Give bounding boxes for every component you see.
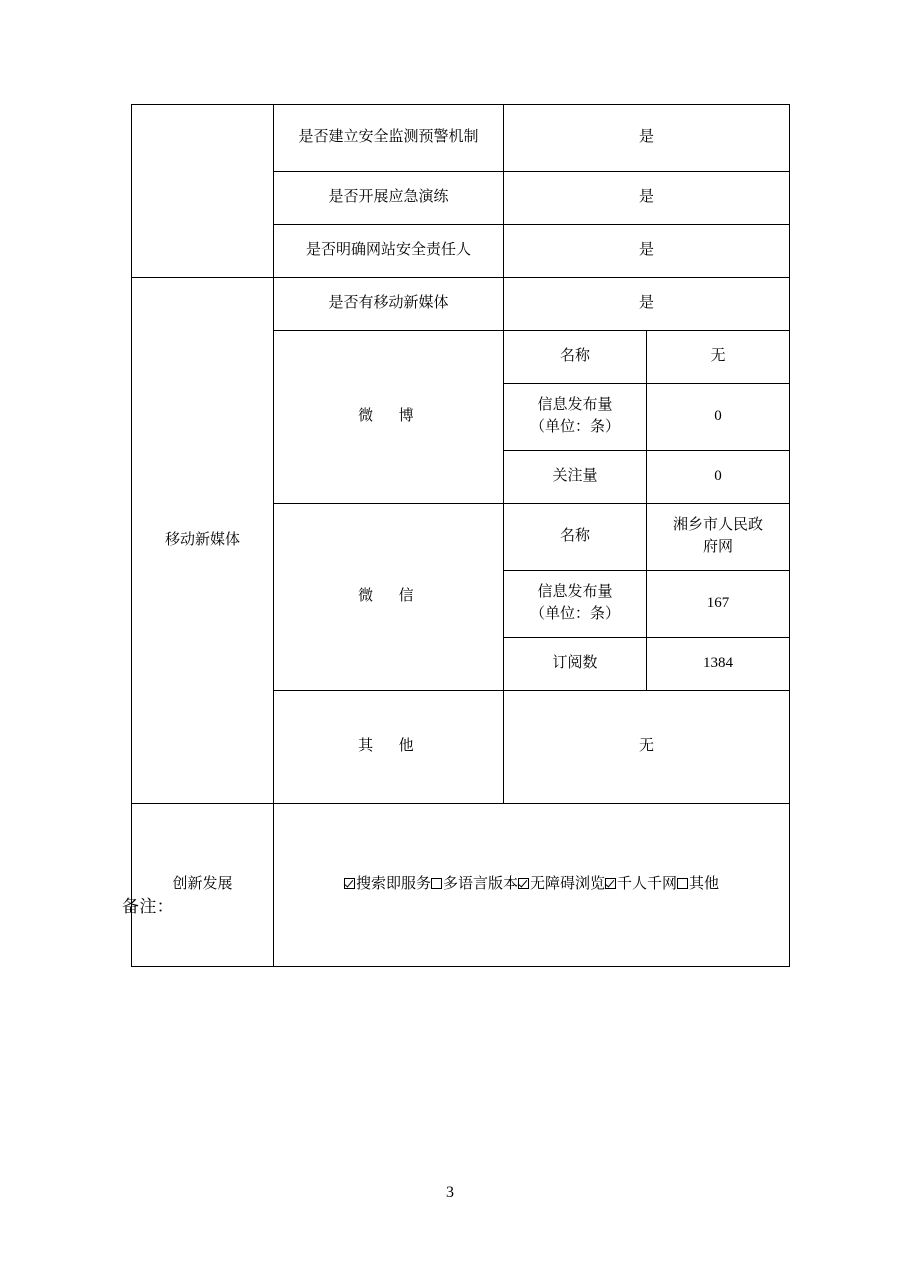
security-label-2: 是否明确网站安全责任人	[274, 225, 504, 278]
weixin-key-2: 订阅数	[504, 638, 647, 691]
weibo-key-1-line1: 信息发布量	[537, 397, 613, 414]
security-label-1: 是否开展应急演练	[274, 172, 504, 225]
security-label-0: 是否建立安全监测预警机制	[274, 105, 504, 172]
security-section-cell	[132, 105, 274, 278]
option-other[interactable]	[677, 876, 719, 892]
checkbox-icon[interactable]	[431, 878, 442, 889]
option-label-4: 其他	[689, 876, 720, 893]
other-media-value: 无	[504, 691, 790, 804]
weixin-key-1	[504, 571, 647, 638]
weixin-value-0-line1: 湘乡市人民政	[673, 517, 764, 534]
table-row	[132, 804, 790, 967]
table-row	[132, 278, 790, 331]
has-new-media-value: 是	[504, 278, 790, 331]
weibo-key-1	[504, 384, 647, 451]
remark-label: 备注：	[122, 897, 175, 916]
other-media-label: 其 他	[274, 691, 504, 804]
checkbox-icon[interactable]	[605, 878, 616, 889]
weibo-key-1-line2: （单位：条）	[529, 419, 620, 435]
weibo-key-2: 关注量	[504, 451, 647, 504]
report-table	[131, 104, 790, 967]
option-label-1: 多语言版本	[442, 876, 518, 893]
security-value-0: 是	[504, 105, 790, 172]
weixin-key-0: 名称	[504, 504, 647, 571]
weixin-value-2: 1384	[647, 638, 790, 691]
weibo-value-1: 0	[647, 384, 790, 451]
table-row	[132, 105, 790, 172]
option-label-0: 搜索即服务	[355, 876, 431, 893]
new-media-section-label: 移动新媒体	[132, 278, 274, 804]
weixin-key-1-line2: （单位：条）	[529, 606, 620, 622]
security-value-1: 是	[504, 172, 790, 225]
checkbox-icon[interactable]	[677, 878, 688, 889]
has-new-media-label: 是否有移动新媒体	[274, 278, 504, 331]
weixin-value-1: 167	[647, 571, 790, 638]
weixin-value-0-line2: 府网	[703, 539, 734, 555]
weibo-value-0: 无	[647, 331, 790, 384]
option-personalized[interactable]	[605, 876, 677, 892]
checkbox-icon[interactable]	[518, 878, 529, 889]
option-label-3: 千人千网	[617, 876, 678, 893]
checkbox-icon[interactable]	[344, 878, 355, 889]
option-accessibility[interactable]	[518, 876, 605, 892]
security-value-2: 是	[504, 225, 790, 278]
innovation-options	[344, 876, 719, 892]
weixin-label: 微 信	[274, 504, 504, 691]
weixin-value-0	[647, 504, 790, 571]
page-number: 3	[446, 1184, 454, 1201]
weibo-value-2: 0	[647, 451, 790, 504]
option-multilanguage[interactable]	[431, 876, 518, 892]
weixin-key-1-line1: 信息发布量	[537, 584, 613, 601]
option-label-2: 无障碍浏览	[530, 876, 606, 893]
weibo-label: 微 博	[274, 331, 504, 504]
option-search-as-service[interactable]	[344, 876, 431, 892]
innovation-label: 创新发展	[132, 804, 274, 967]
weibo-key-0: 名称	[504, 331, 647, 384]
innovation-options-cell	[274, 804, 790, 967]
